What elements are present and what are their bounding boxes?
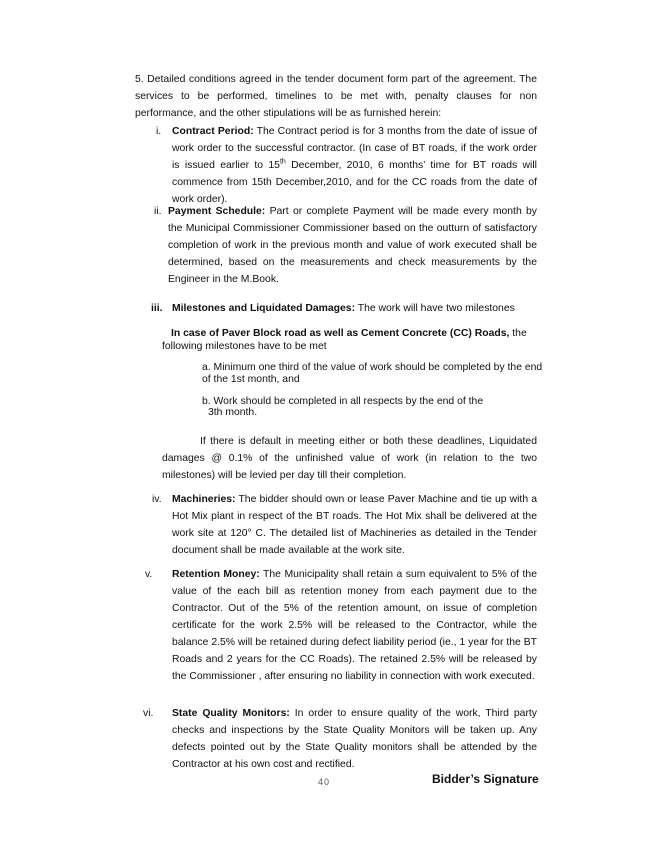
bidder-signature-label: Bidder’s Signature <box>432 772 539 786</box>
milestone-b-line2: 3th month. <box>208 407 258 418</box>
item-iv-text: The bidder should own or lease Paver Machine and tie up with a Hot Mix plant in respect of the BT roads. The Hot Mix shall be delivered at the work site at 120° C. The detailed list of Machineries as detailed in the Tender document shall be made available at the work site. <box>172 494 537 556</box>
item-ii-paragraph <box>168 203 537 288</box>
item-iv-number: iv. <box>152 494 162 505</box>
item-iii-sub-heading: In case of Paver Block road as well as Cement Concrete (CC) Roads, <box>171 328 510 339</box>
item-iii-sub-line2: following milestones have to be met <box>162 341 327 352</box>
item-i-text-a: The Contract period is for 3 months from the date of issue of work order to the successful contractor. (In case of BT roads, if the work order is issued earlier to 15 <box>172 126 537 171</box>
item-vi-number: vi. <box>143 708 154 719</box>
item-i-heading: Contract Period: <box>172 126 254 137</box>
item-v-text: The Municipality shall retain a sum equivalent to 5% of the value of the each bill as retention money from each payment due to the Contractor. Out of the 5% of the retention amount, on issue of completion certificate for the work 2.5% will be released to the Contractor, while the balance 2.5% will be retained during defect liability period (ie., 1 year for the BT Roads and 2 years for the CC Roads). The retained 2.5% will be released by the Commissioner , after ensuring no liability in connection with work executed. <box>172 569 537 682</box>
item-ii-text: Part or complete Payment will be made every month by the Municipal Commissioner Commissioner based on the outturn of satisfactory completion of work in the previous month and value of work executed shall be determined, based on the measurements and check measurements by the Engineer in the M.Book. <box>168 206 537 285</box>
item-ii-number: ii. <box>154 206 162 217</box>
intro-paragraph: 5. Detailed conditions agreed in the tender document form part of the agreement. The services to be performed, timelines to be met with, penalty clauses for non performance, and the other stipulations will be as furnished herein: <box>135 74 537 119</box>
milestone-a-line2: of the 1st month, and <box>202 374 300 385</box>
item-iii-sub-text-a: the <box>509 328 527 339</box>
item-iv-heading: Machineries: <box>172 494 236 505</box>
item-vi-paragraph <box>172 705 537 773</box>
item-i-superscript: th <box>279 158 286 166</box>
item-i-number: i. <box>156 126 162 137</box>
item-iv-paragraph <box>172 491 537 559</box>
milestone-b-line1: b. Work should be completed in all respects by the end of the <box>202 396 484 407</box>
item-iii-paragraph <box>172 300 537 317</box>
item-i-paragraph <box>172 123 537 208</box>
item-iii-heading: Milestones and Liquidated Damages: <box>172 303 356 314</box>
item-v-heading: Retention Money: <box>172 569 260 580</box>
item-vi-heading: State Quality Monitors: <box>172 708 290 719</box>
item-iii-text: The work will have two milestones <box>355 303 515 314</box>
liquidated-damages-paragraph: If there is default in meeting either or both these deadlines, Liquidated damages @ 0.1% of the unfinished value of work (in relation to the two milestones) will be levied per day till their completion. <box>162 436 537 481</box>
item-i-text-b: December, 2010, 6 months’ time for BT roads will commence from 15th December,2010, and for the CC roads from the date of work order). <box>172 160 537 205</box>
item-v-number: v. <box>145 569 153 580</box>
item-vi-text: In order to ensure quality of the work, Third party checks and inspections by the State Quality Monitors will be taken up. Any defects pointed out by the State Quality monitors shall be attended by the Contractor at his own cost and rectified. <box>172 708 537 770</box>
item-v-paragraph <box>172 566 537 685</box>
item-iii-sub-line1 <box>171 327 541 341</box>
item-ii-heading: Payment Schedule: <box>168 206 266 217</box>
milestone-a-line1: a. Minimum one third of the value of work should be completed by the end <box>202 362 543 373</box>
item-iii-number: iii. <box>151 303 163 314</box>
page-number: 40 <box>318 777 331 787</box>
